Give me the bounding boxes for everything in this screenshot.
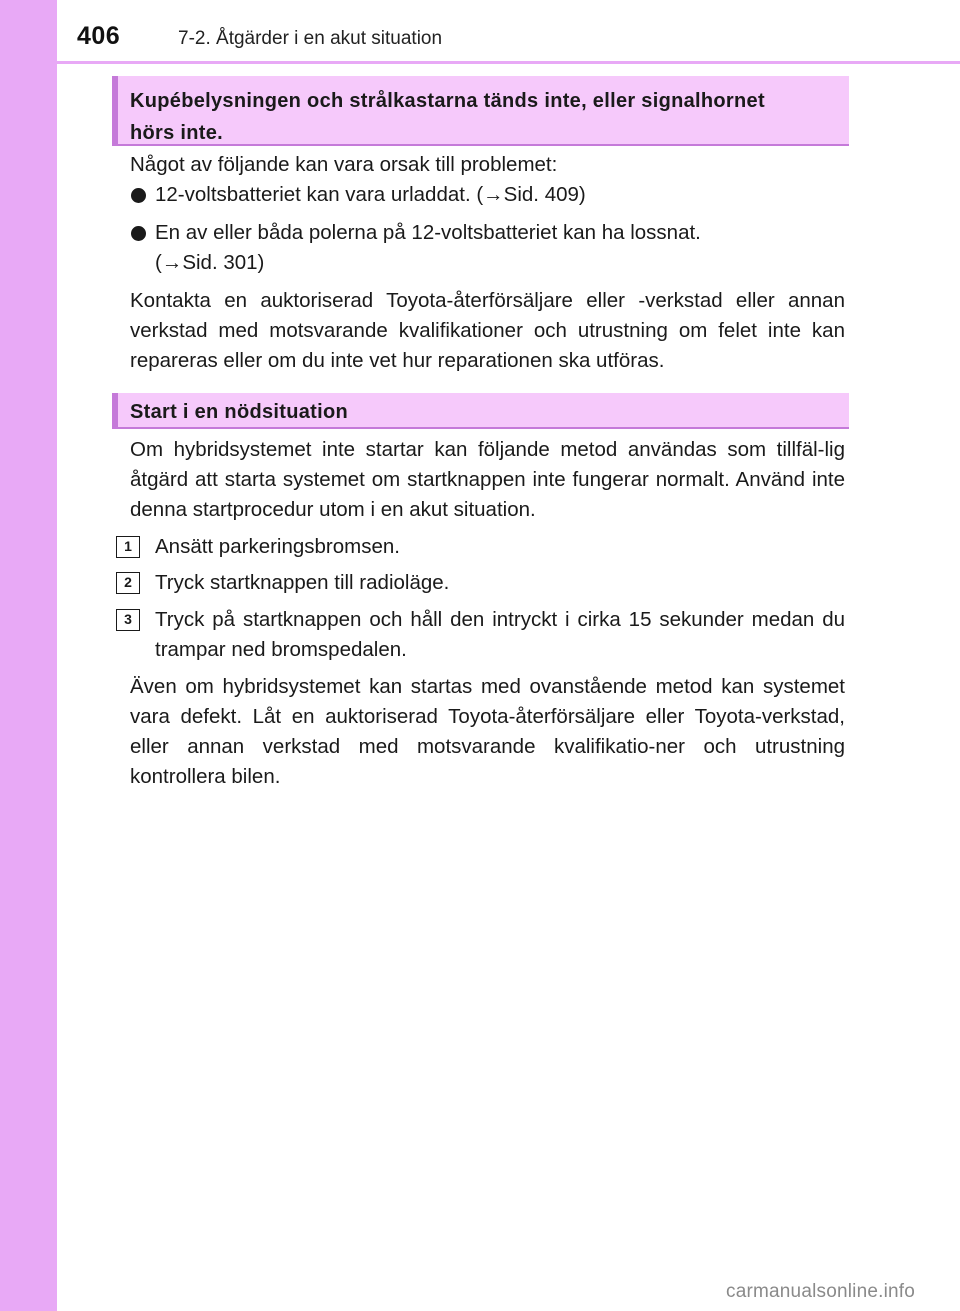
bullet-item-2-ref: (→Sid. 301) xyxy=(155,251,265,274)
step-1-text: Ansätt parkeringsbromsen. xyxy=(155,535,400,558)
closing-paragraph: Även om hybridsystemet kan startas med ovanstående metod kan systemet vara defekt. Låt en auktoriserad Toyota-återförsäljare eller Toyota-verkstad, eller annan verkstad med motsvarande kvalifikatio-ner och utrustning kontrollera bilen. xyxy=(130,675,845,788)
step-3-text: Tryck på startknappen och håll den intryckt i cirka 15 sekunder medan du trampar ned bromspedalen. xyxy=(155,608,845,661)
step-number-3: 3 xyxy=(116,609,140,631)
header-divider xyxy=(57,61,960,64)
bullet-item-2: En av eller båda polerna på 12-voltsbatteriet kan ha lossnat. xyxy=(155,221,701,244)
bullet-icon xyxy=(131,188,146,203)
section-heading-emergency-start xyxy=(112,393,849,429)
chapter-section-title: 7-2. Åtgärder i en akut situation xyxy=(178,28,443,49)
side-thumb-band xyxy=(0,0,57,1311)
heading-text: Start i en nödsituation xyxy=(130,401,349,423)
emergency-start-intro: Om hybridsystemet inte startar kan följande metod användas som tillfäl-lig åtgärd att starta systemet om startknappen inte fungerar normalt. Använd inte denna startprocedur utom i en akut situation. xyxy=(130,438,845,521)
bullet-icon xyxy=(131,226,146,241)
watermark: carmanualsonline.info xyxy=(726,1281,916,1302)
heading-line-2: hörs inte. xyxy=(130,122,224,144)
page-number: 406 xyxy=(77,22,121,50)
step-2-text: Tryck startknappen till radioläge. xyxy=(155,571,450,594)
step-number-2: 2 xyxy=(116,572,140,594)
contact-paragraph: Kontakta en auktoriserad Toyota-återförsäljare eller -verkstad eller annan verkstad med motsvarande kvalifikationer och utrustning om felet inte kan repareras eller om du inte vet hur reparationen ska utföras. xyxy=(130,289,845,372)
problem-intro: Något av följande kan vara orsak till problemet: xyxy=(130,153,558,176)
bullet-item-1: 12-voltsbatteriet kan vara urladdat. (→Sid. 409) xyxy=(155,183,586,206)
heading-line-1: Kupébelysningen och strålkastarna tänds inte, eller signalhornet xyxy=(130,90,765,112)
section-heading-lights-horn xyxy=(112,76,849,146)
step-number-1: 1 xyxy=(116,536,140,558)
